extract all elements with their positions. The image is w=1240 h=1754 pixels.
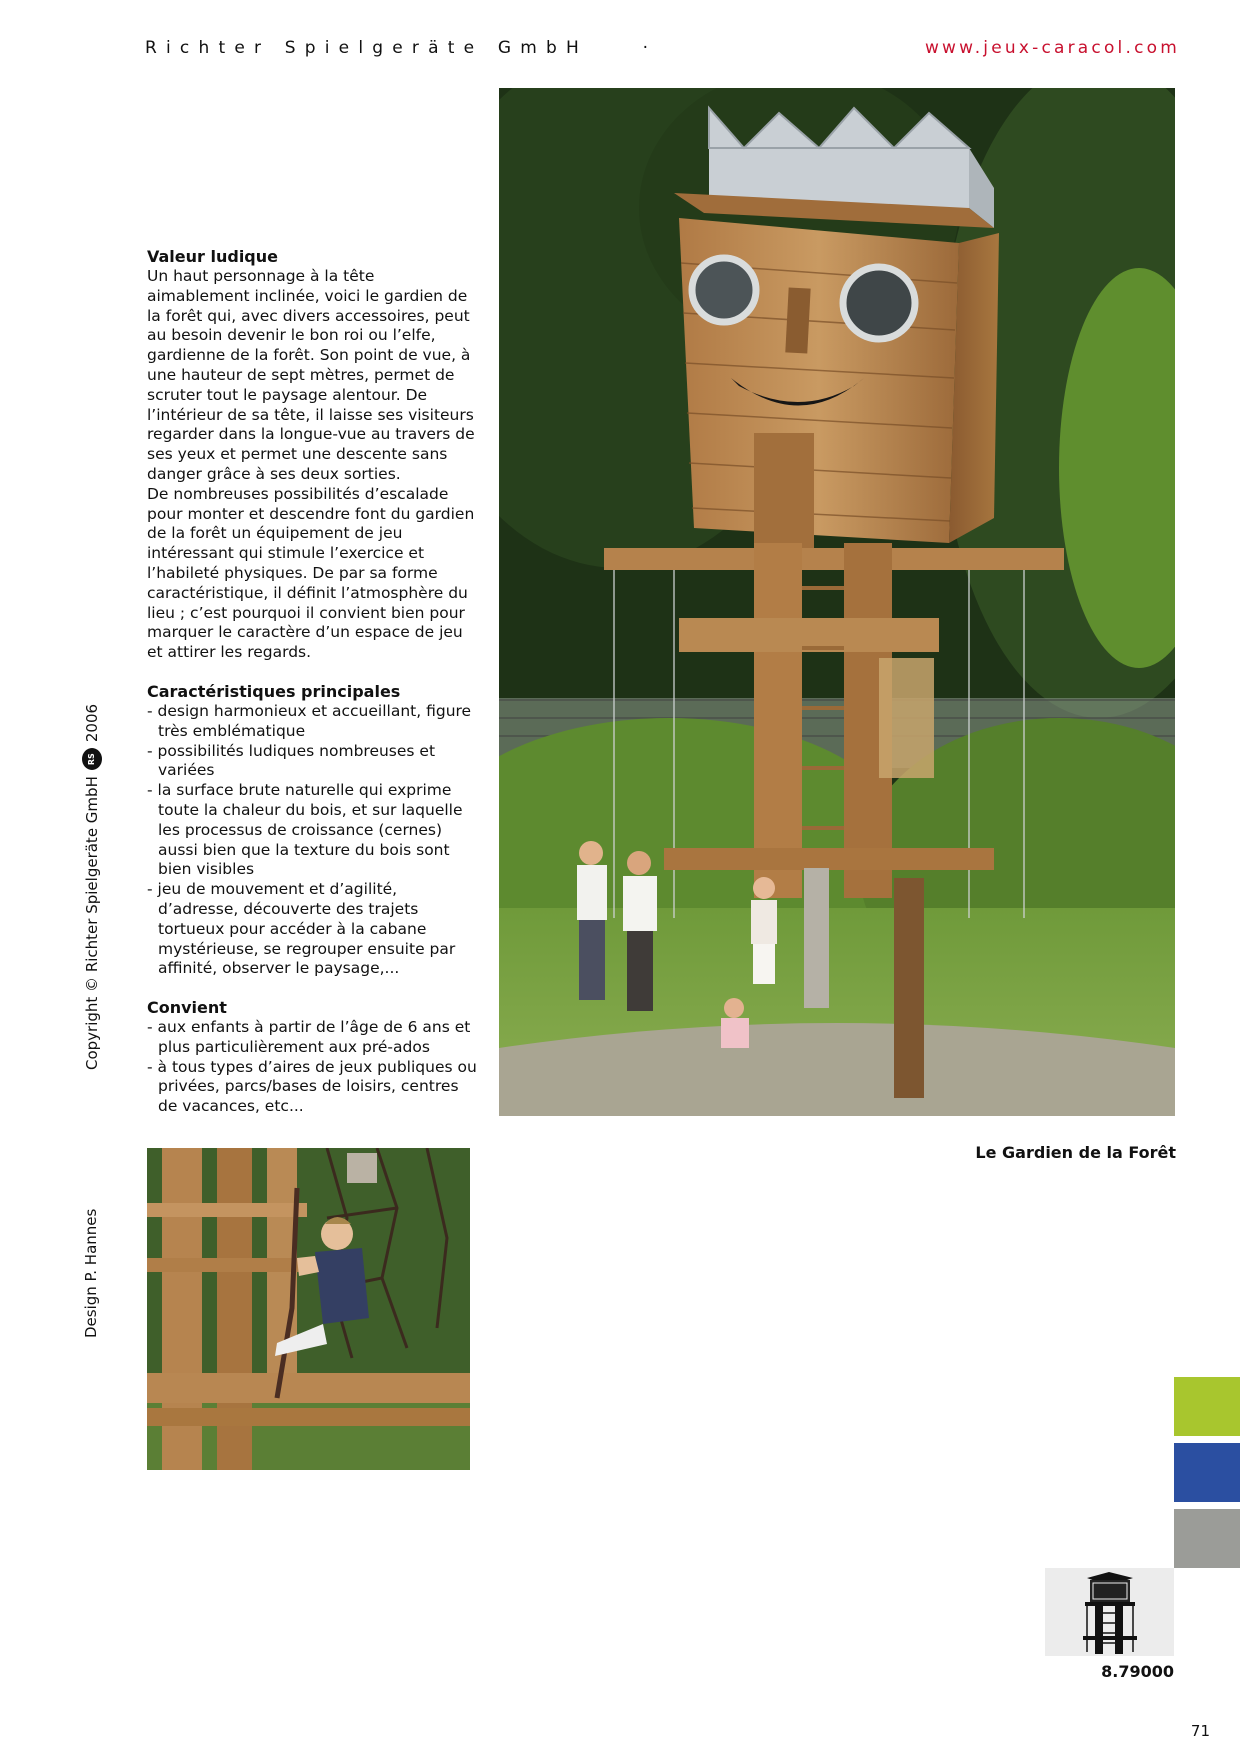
product-thumbnail xyxy=(1045,1568,1174,1656)
list-item: - possibilités ludiques nombreuses et variées xyxy=(147,742,477,782)
play-value-paragraph-1: Un haut personnage à la tête aimablement inclinée, voici le gardien de la forêt qui, avec divers accessoires, peut au besoin devenir le bon roi ou l’elfe, gardienne de la forêt. Son point de vue, à une hauteur de sept mètres, permet de scruter tout le paysage alentour. De l’intérieur de sa tête, il laisse ses visiteurs regarder dans la longue-vue au travers de ses yeux et permet une descente sans danger grâce à ses deux sorties. xyxy=(147,267,475,483)
features-section xyxy=(147,682,477,979)
right-eye-window xyxy=(843,267,915,339)
list-item: - aux enfants à partir de l’âge de 6 ans et plus particulièrement aux pré-ados xyxy=(147,1018,477,1058)
left-eye-window xyxy=(692,258,756,322)
suitable-section xyxy=(147,998,477,1117)
company-name: Richter Spielgeräte GmbH xyxy=(145,38,588,58)
list-item: - la surface brute naturelle qui exprime toute la chaleur du bois, et sur laquelle les processus de croissance (cernes) aussi bien que la texture du bois sont bien visibles xyxy=(147,781,477,880)
suitable-list xyxy=(147,1018,477,1117)
play-value-paragraph-2: De nombreuses possibilités d’escalade pour monter et descendre font du gardien de la forêt un équipement de jeu intéressant qui stimule l’exercice et l’habileté physiques. De par sa forme caractéristique, il définit l’atmosphère du lieu ; c’est pourquoi il convient bien pour marquer le caractère d’un espace de jeu et attirer les regards. xyxy=(147,484,475,662)
header-separator: · xyxy=(642,38,658,58)
climbing-child-photo xyxy=(147,1148,470,1470)
category-swatch-green xyxy=(1174,1377,1240,1436)
photo-caption: Le Gardien de la Forêt xyxy=(975,1143,1176,1162)
list-item: - jeu de mouvement et d’agilité, d’adresse, découverte des trajets tortueux pour accéder à la cabane mystérieuse, se regrouper ensuite par affinité, observer le paysage,... xyxy=(147,880,477,979)
copyright-notice xyxy=(82,704,102,1070)
header-company xyxy=(145,38,657,58)
category-swatch-blue xyxy=(1174,1443,1240,1502)
page-number: 71 xyxy=(1190,1722,1210,1740)
list-item: - à tous types d’aires de jeux publiques ou privées, parcs/bases de loisirs, centres de vacances, etc... xyxy=(147,1058,477,1117)
copyright-text: Copyright © Richter Spielgeräte GmbH xyxy=(83,776,101,1070)
list-item: - design harmonieux et accueillant, figure très emblématique xyxy=(147,702,477,742)
features-title: Caractéristiques principales xyxy=(147,681,401,701)
play-value-title: Valeur ludique xyxy=(147,247,278,266)
suitable-title: Convient xyxy=(147,998,227,1018)
copyright-year: 2006 xyxy=(83,703,101,743)
features-list xyxy=(147,702,477,979)
play-value-section xyxy=(147,247,477,663)
product-code: 8.79000 xyxy=(1101,1662,1174,1681)
category-swatch-grey xyxy=(1174,1509,1240,1568)
description-column xyxy=(147,247,477,1136)
header-website-link[interactable]: www.jeux-caracol.com xyxy=(924,38,1180,58)
main-product-photo xyxy=(499,88,1175,1116)
design-credit: Design P. Hannes xyxy=(82,1208,100,1338)
tower-sketch-icon xyxy=(1045,1568,1174,1656)
company-seal-icon: RS xyxy=(82,748,102,770)
